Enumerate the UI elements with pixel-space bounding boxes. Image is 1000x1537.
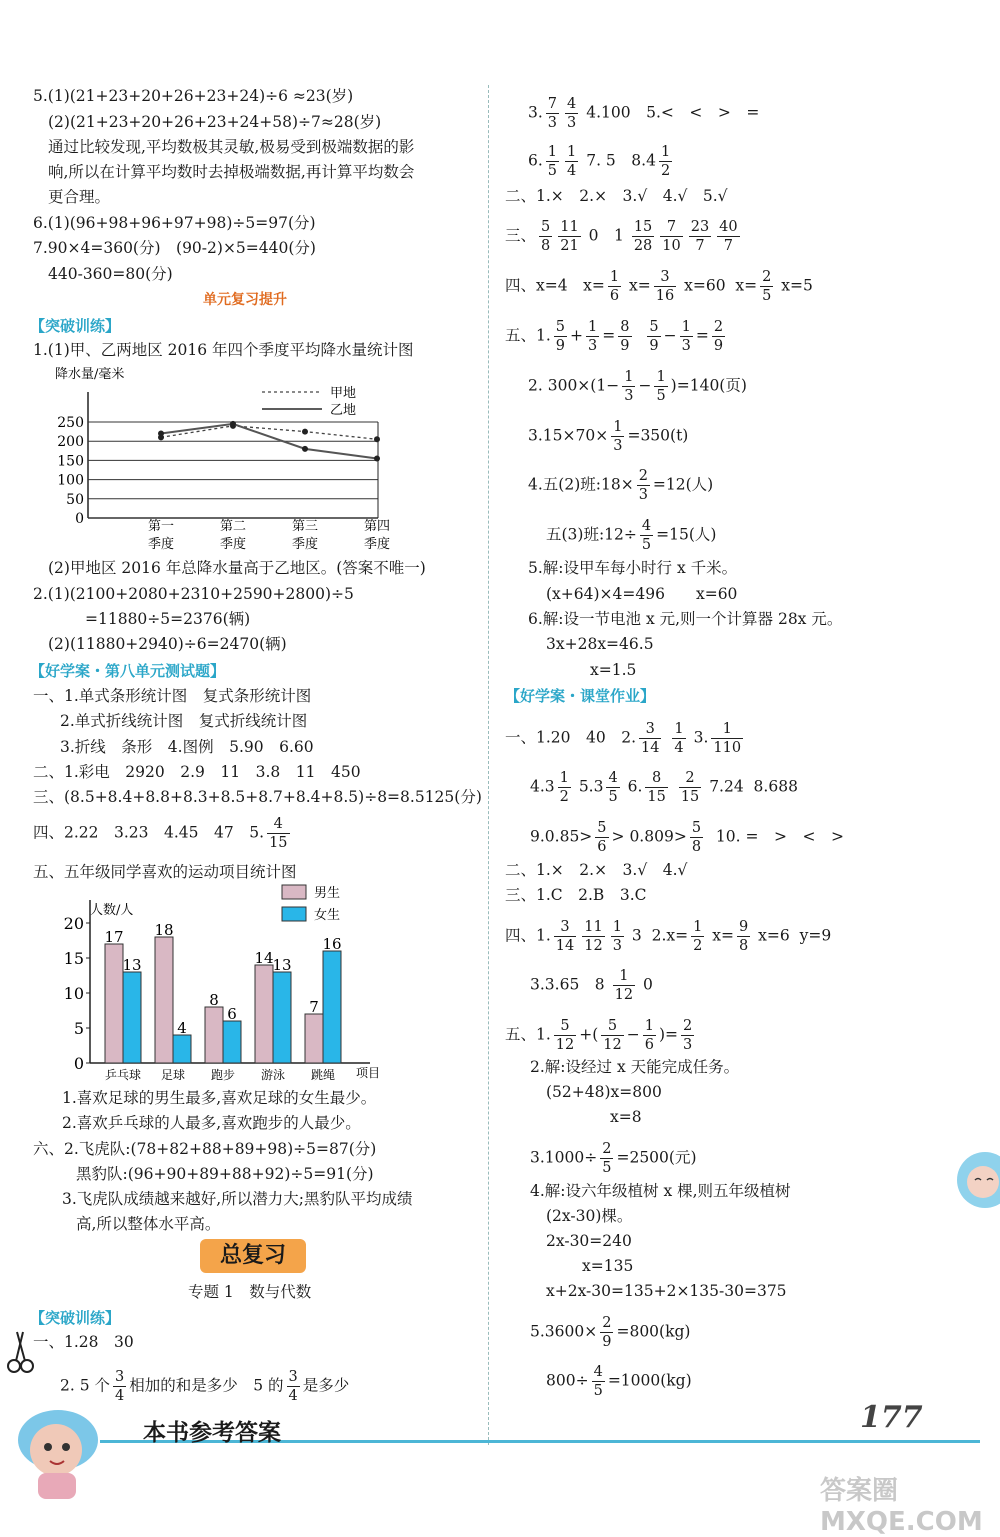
k-wu-4: 4.解:设六年级植树 x 棵,则五年级植树 [530, 1182, 791, 1200]
y-tick-label: 250 [57, 415, 84, 431]
x-tick-label: 跳绳 [310, 1068, 336, 1082]
data-point [374, 455, 380, 461]
wu-1: 1.喜欢足球的男生最多,喜欢足球的女生最少。 [62, 1089, 377, 1107]
k-wu-2c: x=8 [610, 1108, 642, 1126]
r-wu-6b: 3x+28x=46.5 [546, 635, 654, 653]
legend-swatch [282, 907, 306, 921]
x-tick-label: 第一 [147, 519, 175, 534]
r-san: 三、 $\frac{5}{8}$ $\frac{11}{21}$ 0 1 $\frac{15}{28}$ $\frac{7}{10}$ $\frac{23}{7}$ $\frac{40}{7}$ [505, 219, 738, 254]
k-er: 二、1.× 2.× 3.√ 4.√ [505, 861, 688, 879]
liu-3b: 高,所以整体水平高。 [76, 1215, 221, 1233]
k-wu-4c: 2x-30=240 [546, 1232, 632, 1250]
q5-2: (2)(21+23+20+26+23+24+58)÷7≈28(岁) [48, 113, 382, 131]
bar-女生 [273, 972, 291, 1063]
q5-note-2: 响,所以在计算平均数时去掉极端数据,再计算平均数会 [48, 163, 415, 181]
r-wu-5b: (x+64)×4=496 x=60 [546, 585, 738, 603]
k-9: 9.0.85> $\frac{5}{6}$ > 0.809> $\frac{5}{8}$ 10. = > < > [530, 820, 844, 855]
line-chart-ylabel: 降水量/毫米 [55, 367, 125, 382]
y-tick-label: 5 [73, 1019, 84, 1038]
data-point [230, 421, 236, 427]
column-divider [488, 85, 489, 1445]
q2-2: (2)(11880+2940)÷6=2470(辆) [48, 635, 287, 653]
y-tick-label: 50 [66, 491, 84, 508]
bar-value-label: 7 [309, 998, 319, 1016]
line-chart [40, 360, 460, 560]
q5-1: 5.(1)(21+23+20+26+23+24)÷6 ≈23(岁) [33, 87, 354, 105]
q7b: 440-360=80(分) [48, 265, 173, 283]
unit-review-heading: 单元复习提升 [203, 292, 287, 308]
zongfuxi-banner: 总复习 [200, 1239, 306, 1273]
k-wu-2: 2.解:设经过 x 天能完成任务。 [530, 1058, 740, 1076]
si-frac: $\frac{4}{15}$ [269, 816, 288, 851]
q7a: 7.90×4=360(分) (90-2)×5=440(分) [33, 239, 316, 257]
r-wu-2: 2. 300×(1− $\frac{1}{3}$ − $\frac{1}{5}$ )=140(页) [528, 369, 747, 404]
wu-title: 五、五年级同学喜欢的运动项目统计图 [33, 863, 297, 881]
watermark: 答案圈 MXQE.COM [820, 1476, 983, 1537]
k-wu-2b: (52+48)x=800 [546, 1083, 662, 1101]
r-si: 四、x=4 x= $\frac{1}{6}$ x= $\frac{3}{16}$ x=60 x= $\frac{2}{5}$ x=5 [505, 269, 813, 304]
x-tick-label-2: 季度 [291, 537, 319, 552]
er-1: 二、1.彩电 2920 2.9 11 3.8 11 450 [33, 763, 361, 781]
side-face-icon [955, 1140, 1000, 1220]
bar-chart [60, 880, 400, 1085]
x-tick-label-2: 季度 [363, 537, 391, 552]
haoxuean-ketang-heading: 【好学案・课堂作业】 [505, 687, 656, 705]
x-tick-label: 足球 [160, 1068, 186, 1082]
bar-男生 [155, 937, 173, 1063]
chart1-answer: (2)甲地区 2016 年总降水量高于乙地区。(答案不唯一) [48, 559, 426, 577]
tupo-heading-1: 【突破训练】 [30, 317, 121, 335]
q6: 6.(1)(96+98+96+97+98)÷5=97(分) [33, 214, 316, 232]
liu-2b: 黑豹队:(96+90+89+88+92)÷5=91(分) [76, 1165, 374, 1183]
legend-label: 乙地 [330, 403, 357, 418]
k-3: 3.3.65 8 $\frac{1}{12}$ 0 [530, 968, 653, 1003]
scissors-icon [5, 1330, 35, 1375]
r-wu-4b: 五(3)班:12÷ $\frac{4}{5}$ =15(人) [546, 518, 717, 553]
r-wu-3: 3.15×70× $\frac{1}{3}$ =350(t) [528, 419, 689, 454]
q5-note-1: 通过比较发现,平均数极其灵敏,极易受到极端数据的影 [48, 138, 415, 156]
k-wu-1: 五、1. $\frac{5}{12}$ +( $\frac{5}{12}$ − $\frac{1}{6}$ )= $\frac{2}{3}$ [505, 1018, 693, 1053]
k-wu-3: 3.1000÷ $\frac{2}{5}$ =2500(元) [530, 1141, 697, 1176]
bar-value-label: 6 [227, 1005, 237, 1023]
k-wu-4d: x=135 [582, 1257, 634, 1275]
bar-value-label: 18 [154, 921, 174, 939]
x-tick-label: 第四 [363, 519, 391, 534]
q5-note-3: 更合理。 [48, 188, 111, 206]
data-point [158, 431, 164, 437]
bar-女生 [223, 1021, 241, 1063]
bar-value-label: 14 [254, 949, 274, 967]
tupo-heading-2: 【突破训练】 [30, 1309, 121, 1327]
legend-label: 男生 [314, 886, 341, 901]
x-tick-label: 第二 [219, 519, 247, 534]
si-text: 四、2.22 3.23 4.45 47 5. [33, 823, 265, 842]
x-tick-label: 乒乓球 [104, 1068, 142, 1082]
y-tick-label: 100 [57, 472, 84, 489]
bar-女生 [173, 1035, 191, 1063]
k-wu-5b: 800÷ $\frac{4}{5}$ =1000(kg) [546, 1364, 692, 1399]
bar-chart-xlabel: 项目 [356, 1066, 381, 1080]
bar-value-label: 4 [177, 1019, 187, 1037]
y-tick-label: 15 [63, 949, 84, 968]
k-1: 一、1.20 40 2. $\frac{3}{14}$ $\frac{1}{4}$ 3. $\frac{1}{110}$ [505, 721, 742, 756]
haoxuean-unit8-heading: 【好学案・第八单元测试题】 [30, 662, 226, 680]
last-2: 2. 5 个 $\frac{3}{4}$ 相加的和是多少 5 的 $\frac{3}{4}$ 是多少 [60, 1369, 350, 1404]
liu-2a: 六、2.飞虎队:(78+82+88+89+98)÷5=87(分) [33, 1140, 377, 1158]
y-tick-label: 0 [75, 511, 84, 527]
y-tick-label: 150 [57, 453, 84, 470]
q2-1b: =11880÷5=2376(辆) [85, 610, 251, 628]
legend-label: 甲地 [330, 386, 357, 401]
wu-2: 2.喜欢乒乓球的人最多,喜欢跑步的人最少。 [62, 1114, 361, 1132]
r-3-4-5: 3. $\frac{7}{3}$ $\frac{4}{3}$ 4.100 5.< < > = [528, 96, 760, 131]
x-tick-label: 跑步 [210, 1068, 236, 1082]
x-tick-label-2: 季度 [147, 537, 175, 552]
x-tick-label: 第三 [291, 519, 319, 534]
bar-value-label: 13 [272, 956, 292, 974]
bar-value-label: 8 [209, 991, 219, 1009]
r-6-7-8: 6. $\frac{1}{5}$ $\frac{1}{4}$ 7. 5 8.4 $\frac{1}{2}$ [528, 144, 671, 179]
y-tick-label: 20 [63, 914, 84, 933]
bar-chart-ylabel: 人数/人 [90, 903, 134, 918]
chart1-title: 1.(1)甲、乙两地区 2016 年四个季度平均降水量统计图 [33, 341, 414, 359]
bar-value-label: 17 [104, 928, 124, 946]
si [33, 815, 293, 852]
r-wu-5: 5.解:设甲车每小时行 x 千米。 [528, 559, 738, 577]
r-wu-6: 6.解:设一节电池 x 元,则一个计算器 28x 元。 [528, 610, 843, 628]
q2-1: 2.(1)(2100+2080+2310+2590+2800)÷5 [33, 585, 354, 603]
bar-男生 [305, 1014, 323, 1063]
y-tick-label: 200 [57, 434, 84, 451]
page-number: 177 [860, 1400, 923, 1435]
bar-value-label: 13 [122, 956, 142, 974]
bar-女生 [323, 951, 341, 1063]
yi-1: 一、1.单式条形统计图 复式条形统计图 [33, 687, 312, 705]
k-si: 四、1. $\frac{3}{14}$ $\frac{11}{12}$ $\frac{1}{3}$ 3 2.x= $\frac{1}{2}$ x= $\frac{9}{8}$ x=6 y=9 [505, 919, 832, 954]
r-wu-1: 五、1. $\frac{5}{9}$ + $\frac{1}{3}$ = $\frac{8}{9}$ $\frac{5}{9}$ − $\frac{1}{3}$ = $\frac{2}{9}$ [505, 319, 724, 354]
data-point [374, 436, 380, 442]
san: 三、(8.5+8.4+8.8+8.3+8.5+8.7+8.4+8.5)÷8=8.5125(分) [33, 788, 482, 806]
k-wu-4e: x+2x-30=135+2×135-30=375 [546, 1282, 787, 1300]
r-er: 二、1.× 2.× 3.√ 4.√ 5.√ [505, 187, 728, 205]
data-point [302, 446, 308, 452]
last-1: 一、1.28 30 [33, 1333, 134, 1351]
data-point [302, 429, 308, 435]
footer-title: 本书参考答案 [143, 1420, 281, 1446]
yi-3: 3.折线 条形 4.图例 5.90 6.60 [60, 738, 314, 756]
y-tick-label: 10 [63, 984, 84, 1003]
legend-label: 女生 [314, 908, 341, 923]
legend-swatch [282, 885, 306, 899]
zhuanti-1: 专题 1 数与代数 [188, 1283, 312, 1301]
mascot-icon [10, 1395, 110, 1505]
bar-男生 [255, 965, 273, 1063]
k-4: 4.3 $\frac{1}{2}$ 5.3 $\frac{4}{5}$ 6. $\frac{8}{15}$ $\frac{2}{15}$ 7.24 8.688 [530, 770, 798, 805]
bar-女生 [123, 972, 141, 1063]
k-san: 三、1.C 2.B 3.C [505, 886, 647, 904]
bar-男生 [205, 1007, 223, 1063]
liu-3a: 3.飞虎队成绩越来越好,所以潜力大;黑豹队平均成绩 [62, 1190, 413, 1208]
y-tick-label: 0 [73, 1054, 84, 1073]
yi-2: 2.单式折线统计图 复式折线统计图 [60, 712, 308, 730]
bar-value-label: 16 [322, 935, 342, 953]
bar-男生 [105, 944, 123, 1063]
k-wu-4b: (2x-30)棵。 [546, 1207, 633, 1225]
x-tick-label: 游泳 [260, 1068, 286, 1082]
k-wu-5: 5.3600× $\frac{2}{9}$ =800(kg) [530, 1315, 691, 1350]
r-wu-4: 4.五(2)班:18× $\frac{2}{3}$ =12(人) [528, 468, 714, 503]
x-tick-label-2: 季度 [219, 537, 247, 552]
r-wu-6c: x=1.5 [590, 661, 637, 679]
